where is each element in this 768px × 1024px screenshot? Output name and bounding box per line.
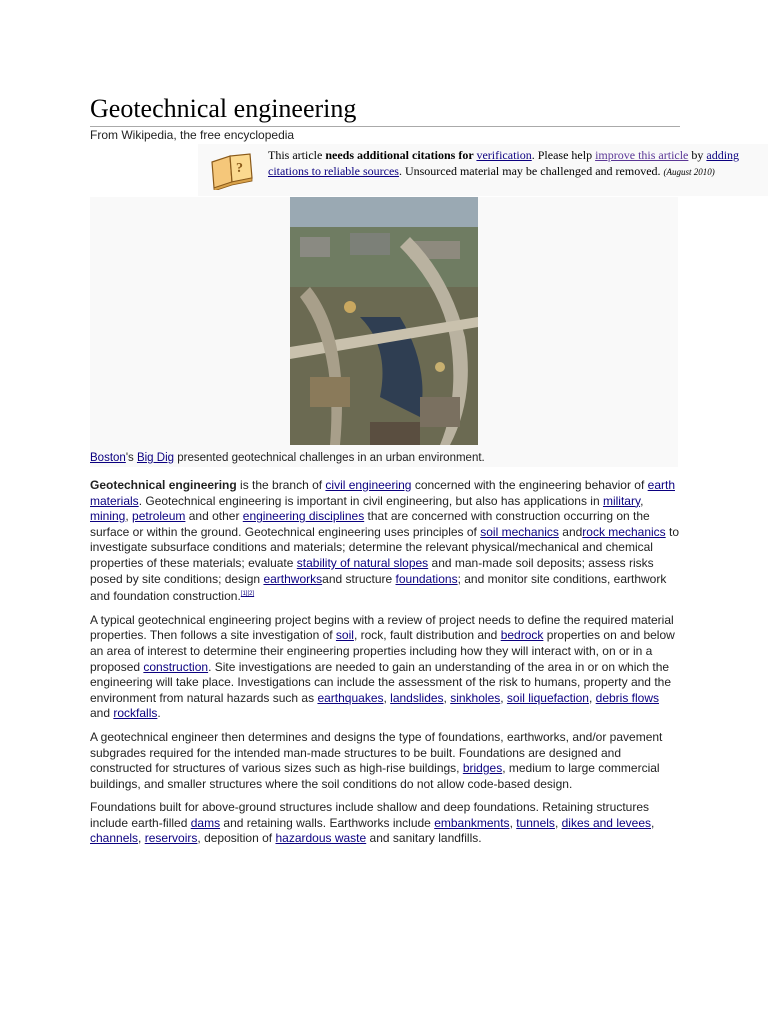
rockfalls-link[interactable]: rockfalls — [113, 706, 158, 721]
soil-link[interactable]: soil — [335, 628, 354, 643]
page-subtitle: From Wikipedia, the free encyclopedia — [90, 128, 295, 142]
citation-notice — [198, 144, 768, 196]
page-title: Geotechnical engineering — [90, 92, 680, 127]
foundations-link[interactable]: foundations — [395, 571, 458, 586]
boston-big-dig-photo — [290, 197, 478, 445]
rock-mechanics-link[interactable]: rock mechanics — [582, 524, 666, 539]
debris-flows-link[interactable]: debris flows — [595, 690, 660, 705]
petroleum-link[interactable]: petroleum — [132, 509, 186, 524]
svg-text:?: ? — [236, 161, 243, 176]
notice-text: This article needs additional citations for verification. Please help improve this article by adding citations to reliable sources. Unsourced material may be challenged and removed. (August 2010) — [268, 148, 740, 178]
bedrock-link[interactable]: bedrock — [500, 628, 544, 643]
dams-link[interactable]: dams — [190, 815, 221, 830]
figure — [90, 197, 678, 467]
tunnels-link[interactable]: tunnels — [516, 815, 555, 830]
earthquakes-link[interactable]: earthquakes — [317, 690, 384, 705]
sinkholes-link[interactable]: sinkholes — [450, 690, 501, 705]
construction-link[interactable]: construction — [143, 659, 209, 674]
paragraph-2: A typical geotechnical engineering project begins with a review of project needs to define the required material properties. Then follows a site investigation of soil, rock, fault distribution and bedrock properties on and below an area of interest to determine their engineering properties including how they will interact with, on or in a proposed construction. Site investigations are needed to gain an understanding of the area in or on which the engineering will take place. Investigations can include the assessment of the risk to humans, property and the environment from natural hazards such as earthquakes, landslides, sinkholes, soil liquefaction, debris flows and rockfalls. — [90, 612, 675, 721]
reservoirs-link[interactable]: reservoirs — [144, 831, 198, 846]
engineering-disciplines-link[interactable]: engineering disciplines — [242, 509, 365, 524]
improve-article-link[interactable]: improve this article — [595, 148, 689, 162]
paragraph-3: A geotechnical engineer then determines and designs the type of foundations, earthworks, and/or pavement subgrades required for the intended man-made structures to be built. Foundations are designed and constructed for structures of various sizes such as high-rise buildings, bridges, medium to large commercial buildings, and smaller structures where the soil conditions do not allow code-based design. — [90, 729, 663, 791]
figure-caption: Boston's Big Dig presented geotechnical challenges in an urban environment. — [90, 452, 485, 464]
earth-materials-link[interactable]: earth materials — [90, 478, 675, 508]
soil-mechanics-link[interactable]: soil mechanics — [480, 524, 559, 539]
earthworks-link[interactable]: earthworks — [263, 571, 323, 586]
hazardous-waste-link[interactable]: hazardous waste — [275, 831, 367, 846]
military-link[interactable]: military — [602, 493, 641, 508]
embankments-link[interactable]: embankments — [434, 815, 510, 830]
soil-liquefaction-link[interactable]: soil liquefaction — [506, 690, 589, 705]
stability-of-natural-slopes-link[interactable]: stability of natural slopes — [296, 555, 429, 570]
article-body — [90, 478, 680, 855]
paragraph-4: Foundations built for above-ground structures include shallow and deep foundations. Retaining structures include earth-filled dams and retaining walls. Earthworks include embankments, tunnels, dikes and levees, channels, reservoirs, deposition of hazardous waste and sanitary landfills. — [90, 800, 655, 846]
adding-citations-link[interactable]: adding citations to reliable sources — [268, 148, 740, 178]
civil-engineering-link[interactable]: civil engineering — [325, 478, 412, 492]
paragraph-1: Geotechnical engineering is the branch of civil engineering concerned with the engineering behavior of earth materials. Geotechnical engineering is important in civil engineering, but also has applications in military, mining, petroleum and other engineering disciplines that are concerned with construction occurring on the surface or within the ground. Geotechnical engineering uses principles of soil mechanics androck mechanics to investigate subsurface conditions and materials; determine the relevant physical/mechanical and chemical properties of these materials; evaluate stability of natural slopes and man-made soil deposits; assess risks posed by site conditions; design earthworksand structure foundations; and monitor site conditions, earthwork and foundation construction.[1][2] — [90, 478, 680, 604]
landslides-link[interactable]: landslides — [390, 690, 444, 705]
book-icon — [208, 150, 256, 190]
reference-link[interactable]: [1][2] — [240, 591, 255, 598]
channels-link[interactable]: channels — [90, 831, 139, 846]
notice-date: (August 2010) — [663, 166, 715, 177]
mining-link[interactable]: mining — [90, 509, 126, 524]
verification-link[interactable]: verification — [476, 148, 532, 162]
bridges-link[interactable]: bridges — [462, 761, 503, 776]
big-dig-link[interactable]: Big Dig — [136, 452, 175, 464]
boston-link[interactable]: Boston — [90, 452, 126, 464]
dikes-and-levees-link[interactable]: dikes and levees — [561, 815, 651, 830]
